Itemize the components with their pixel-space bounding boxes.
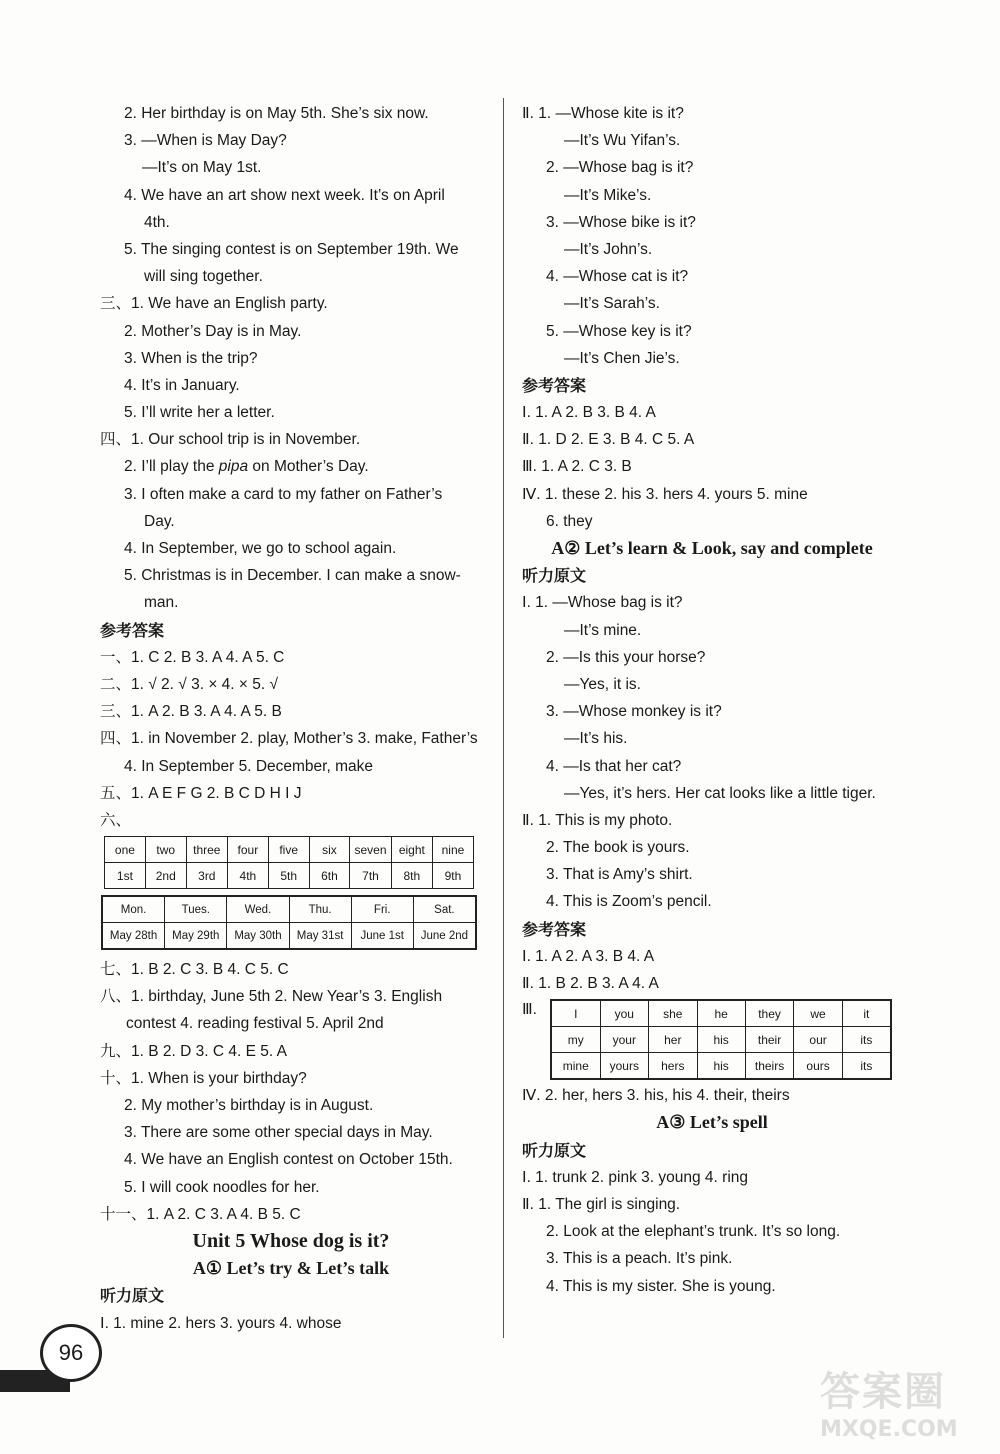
text-line: A② Let’s learn & Look, say and complete xyxy=(551,538,873,558)
table-cell: 9th xyxy=(432,863,473,889)
table-cell: your xyxy=(600,1027,649,1053)
table-cell: Thu. xyxy=(289,896,351,923)
text-line: 四、1. Our school trip is in November. xyxy=(100,431,361,449)
text-line: 4. We have an English contest on October 15th. xyxy=(124,1151,453,1169)
watermark xyxy=(820,1360,958,1442)
text-line: will sing together. xyxy=(144,268,263,286)
text-line: 3. —When is May Day? xyxy=(124,132,287,150)
text-line: 五、1. A E F G 2. B C D H I J xyxy=(100,784,302,802)
text-line: 2. —Whose bag is it? xyxy=(546,159,694,177)
right-column xyxy=(522,100,902,1300)
text-line: 3. This is a peach. It’s pink. xyxy=(546,1250,733,1268)
text-line: —Yes, it is. xyxy=(564,675,641,693)
table-cell: I xyxy=(551,1000,600,1027)
column-divider xyxy=(503,98,504,1338)
table-cell: its xyxy=(842,1027,891,1053)
table-row xyxy=(551,1027,891,1053)
text-line: 三、1. We have an English party. xyxy=(100,295,328,313)
table-cell: May 28th xyxy=(102,923,165,950)
pronoun-table-label: Ⅲ. xyxy=(522,1001,537,1019)
text-line: 2. I’ll play the pipa on Mother’s Day. xyxy=(124,458,369,476)
table-cell: hers xyxy=(649,1053,697,1080)
text-line: 九、1. B 2. D 3. C 4. E 5. A xyxy=(100,1042,287,1060)
text-line: 听力原文 xyxy=(522,566,587,586)
table-cell: our xyxy=(794,1027,842,1053)
table-cell: 7th xyxy=(350,863,392,889)
text-line: 2. Look at the elephant’s trunk. It’s so long. xyxy=(546,1223,841,1241)
text-line: 八、1. birthday, June 5th 2. New Year’s 3. English xyxy=(100,988,443,1006)
table-cell: she xyxy=(649,1000,697,1027)
text-line: 4. —Whose cat is it? xyxy=(546,268,689,286)
table-cell: they xyxy=(745,1000,794,1027)
text-line: 参考答案 xyxy=(522,375,587,395)
table-cell: Mon. xyxy=(102,896,165,923)
table-cell: June 2nd xyxy=(413,923,476,950)
table-cell: 6th xyxy=(309,863,350,889)
text-line: 一、1. C 2. B 3. A 4. A 5. C xyxy=(100,648,285,666)
table-cell: May 29th xyxy=(165,923,227,950)
text-line: 三、1. A 2. B 3. A 4. A 5. B xyxy=(100,703,282,721)
text-line: 5. I will cook noodles for her. xyxy=(124,1178,320,1196)
text-line: —It’s John’s. xyxy=(564,240,653,258)
table-cell: he xyxy=(697,1000,745,1027)
text-line: 4. —Is that her cat? xyxy=(546,757,682,775)
text-line: —It’s his. xyxy=(564,730,628,748)
text-line: 4th. xyxy=(144,213,170,231)
table-cell: May 30th xyxy=(227,923,289,950)
table-cell: 4th xyxy=(227,863,268,889)
text-line: Ⅲ. 1. A 2. C 3. B xyxy=(522,458,632,476)
text-line: 3. —Whose bike is it? xyxy=(546,213,696,231)
table-cell: 2nd xyxy=(145,863,186,889)
text-line: 6. they xyxy=(546,512,593,530)
table-cell: six xyxy=(309,837,350,863)
text-line: 3. That is Amy’s shirt. xyxy=(546,866,693,884)
text-line: 听力原文 xyxy=(100,1286,165,1306)
text-line: 5. The singing contest is on September 19th. We xyxy=(124,240,459,258)
text-line: 二、1. √ 2. √ 3. × 4. × 5. √ xyxy=(100,675,279,693)
text-line: 十一、1. A 2. C 3. A 4. B 5. C xyxy=(100,1205,301,1223)
text-line: 2. Mother’s Day is in May. xyxy=(124,322,302,340)
table-cell: five xyxy=(268,837,309,863)
text-line: Ⅱ. 1. D 2. E 3. B 4. C 5. A xyxy=(522,431,695,449)
text-line: Ⅰ. 1. A 2. B 3. B 4. A xyxy=(522,404,656,422)
watermark-logo-text: 答案圈 xyxy=(820,1369,946,1415)
text-line: 4. We have an art show next week. It’s on April xyxy=(124,186,445,204)
text-line: 4. In September, we go to school again. xyxy=(124,540,397,557)
pronoun-table-block xyxy=(522,999,902,1080)
left-lines xyxy=(100,100,482,834)
text-line: 4. This is Zoom’s pencil. xyxy=(546,893,712,911)
watermark-url: MXQE.COM xyxy=(820,1417,958,1442)
right-lines xyxy=(522,100,902,997)
text-line: Ⅱ. 1. —Whose kite is it? xyxy=(522,105,684,122)
table-row xyxy=(551,1000,891,1027)
text-line: 参考答案 xyxy=(522,919,587,939)
page-number: 96 xyxy=(40,1324,102,1382)
table-cell: you xyxy=(600,1000,649,1027)
table-cell: eight xyxy=(391,837,432,863)
ordinal-numbers-table xyxy=(104,836,474,889)
text-line: Ⅳ. 1. these 2. his 3. hers 4. yours 5. mine xyxy=(522,485,808,503)
text-line: Ⅰ. 1. A 2. A 3. B 4. A xyxy=(522,947,655,965)
text-line: A① Let’s try & Let’s talk xyxy=(192,1258,390,1279)
table-row xyxy=(102,923,476,950)
text-line: 4. In September 5. December, make xyxy=(124,757,373,775)
text-line: 3. —Whose monkey is it? xyxy=(546,703,722,721)
table-cell: we xyxy=(794,1000,842,1027)
table-cell: 8th xyxy=(391,863,432,889)
text-line: 2. My mother’s birthday is in August. xyxy=(124,1097,374,1114)
text-line: 5. —Whose key is it? xyxy=(546,322,692,340)
text-line: 4. It’s in January. xyxy=(124,376,240,394)
text-line: Ⅳ. 2. her, hers 3. his, his 4. their, theirs xyxy=(522,1087,790,1105)
text-line: 3. I often make a card to my father on Father’s xyxy=(124,485,443,503)
table-cell: ours xyxy=(794,1053,842,1080)
text-line: Ⅰ. 1. —Whose bag is it? xyxy=(522,594,683,612)
text-line: Ⅰ. 1. trunk 2. pink 3. young 4. ring xyxy=(522,1168,749,1186)
text-line: 4. This is my sister. She is young. xyxy=(546,1277,776,1295)
text-line: Day. xyxy=(144,512,175,530)
table-cell: theirs xyxy=(745,1053,794,1080)
table-cell: her xyxy=(649,1027,697,1053)
table-cell: his xyxy=(697,1027,745,1053)
text-line: —It’s Mike’s. xyxy=(564,186,652,204)
text-line: Unit 5 Whose dog is it? xyxy=(192,1229,390,1252)
table-cell: his xyxy=(697,1053,745,1080)
table-row xyxy=(102,896,476,923)
text-line: 四、1. in November 2. play, Mother’s 3. make, Father’s xyxy=(100,730,478,748)
table-cell: seven xyxy=(350,837,392,863)
table-cell: it xyxy=(842,1000,891,1027)
italic-word: pipa xyxy=(218,458,249,476)
text-line: —It’s Wu Yifan’s. xyxy=(564,132,681,150)
text-line: —It’s Sarah’s. xyxy=(564,295,660,313)
table-cell: Fri. xyxy=(351,896,413,923)
text-line: 参考答案 xyxy=(100,620,165,640)
text-line: 七、1. B 2. C 3. B 4. C 5. C xyxy=(100,961,289,979)
table-cell: 1st xyxy=(105,863,146,889)
text-line: Ⅱ. 1. B 2. B 3. A 4. A xyxy=(522,975,659,992)
text-line: —Yes, it’s hers. Her cat looks like a little tiger. xyxy=(564,784,876,802)
table-cell: June 1st xyxy=(351,923,413,950)
table-cell: its xyxy=(842,1053,891,1080)
text-line: A③ Let’s spell xyxy=(656,1112,768,1133)
text-line: 2. The book is yours. xyxy=(546,839,690,857)
table-cell: four xyxy=(227,837,268,863)
pronoun-table xyxy=(550,999,892,1080)
dates-table xyxy=(101,895,477,950)
text-line: 六、 xyxy=(100,811,132,829)
text-line: 2. Her birthday is on May 5th. She’s six now. xyxy=(124,105,429,122)
text-line: —It’s mine. xyxy=(564,621,642,639)
table-cell: three xyxy=(186,837,227,863)
text-line: —It’s on May 1st. xyxy=(142,159,262,177)
left-column xyxy=(100,100,482,1337)
table-cell: their xyxy=(745,1027,794,1053)
table-cell: my xyxy=(551,1027,600,1053)
table-row xyxy=(551,1053,891,1080)
table-cell: Sat. xyxy=(413,896,476,923)
table-cell: Wed. xyxy=(227,896,289,923)
text-line: 3. There are some other special days in May. xyxy=(124,1124,433,1142)
right-lines-continued xyxy=(522,1082,902,1300)
table-cell: 5th xyxy=(268,863,309,889)
table-cell: two xyxy=(145,837,186,863)
text-line: —It’s Chen Jie’s. xyxy=(564,349,680,367)
text-line: Ⅱ. 1. This is my photo. xyxy=(522,811,673,829)
table-cell: 3rd xyxy=(186,863,227,889)
text-line: 5. Christmas is in December. I can make a snow- xyxy=(124,567,461,585)
table-cell: mine xyxy=(551,1053,600,1080)
text-line: 十、1. When is your birthday? xyxy=(100,1069,307,1087)
text-line: 2. —Is this your horse? xyxy=(546,648,706,666)
text-line: 3. When is the trip? xyxy=(124,349,258,367)
table-cell: Tues. xyxy=(165,896,227,923)
text-line: 5. I’ll write her a letter. xyxy=(124,404,275,422)
table-cell: nine xyxy=(432,837,473,863)
table-row xyxy=(105,837,474,863)
table-cell: May 31st xyxy=(289,923,351,950)
table-cell: one xyxy=(105,837,146,863)
text-line: contest 4. reading festival 5. April 2nd xyxy=(126,1015,384,1033)
text-line: man. xyxy=(144,594,179,612)
text-line: Ⅰ. 1. mine 2. hers 3. yours 4. whose xyxy=(100,1314,342,1332)
table-cell: yours xyxy=(600,1053,649,1080)
left-lines-continued xyxy=(100,956,482,1337)
text-line: Ⅱ. 1. The girl is singing. xyxy=(522,1195,681,1213)
table-row xyxy=(105,863,474,889)
text-line: 听力原文 xyxy=(522,1140,587,1160)
